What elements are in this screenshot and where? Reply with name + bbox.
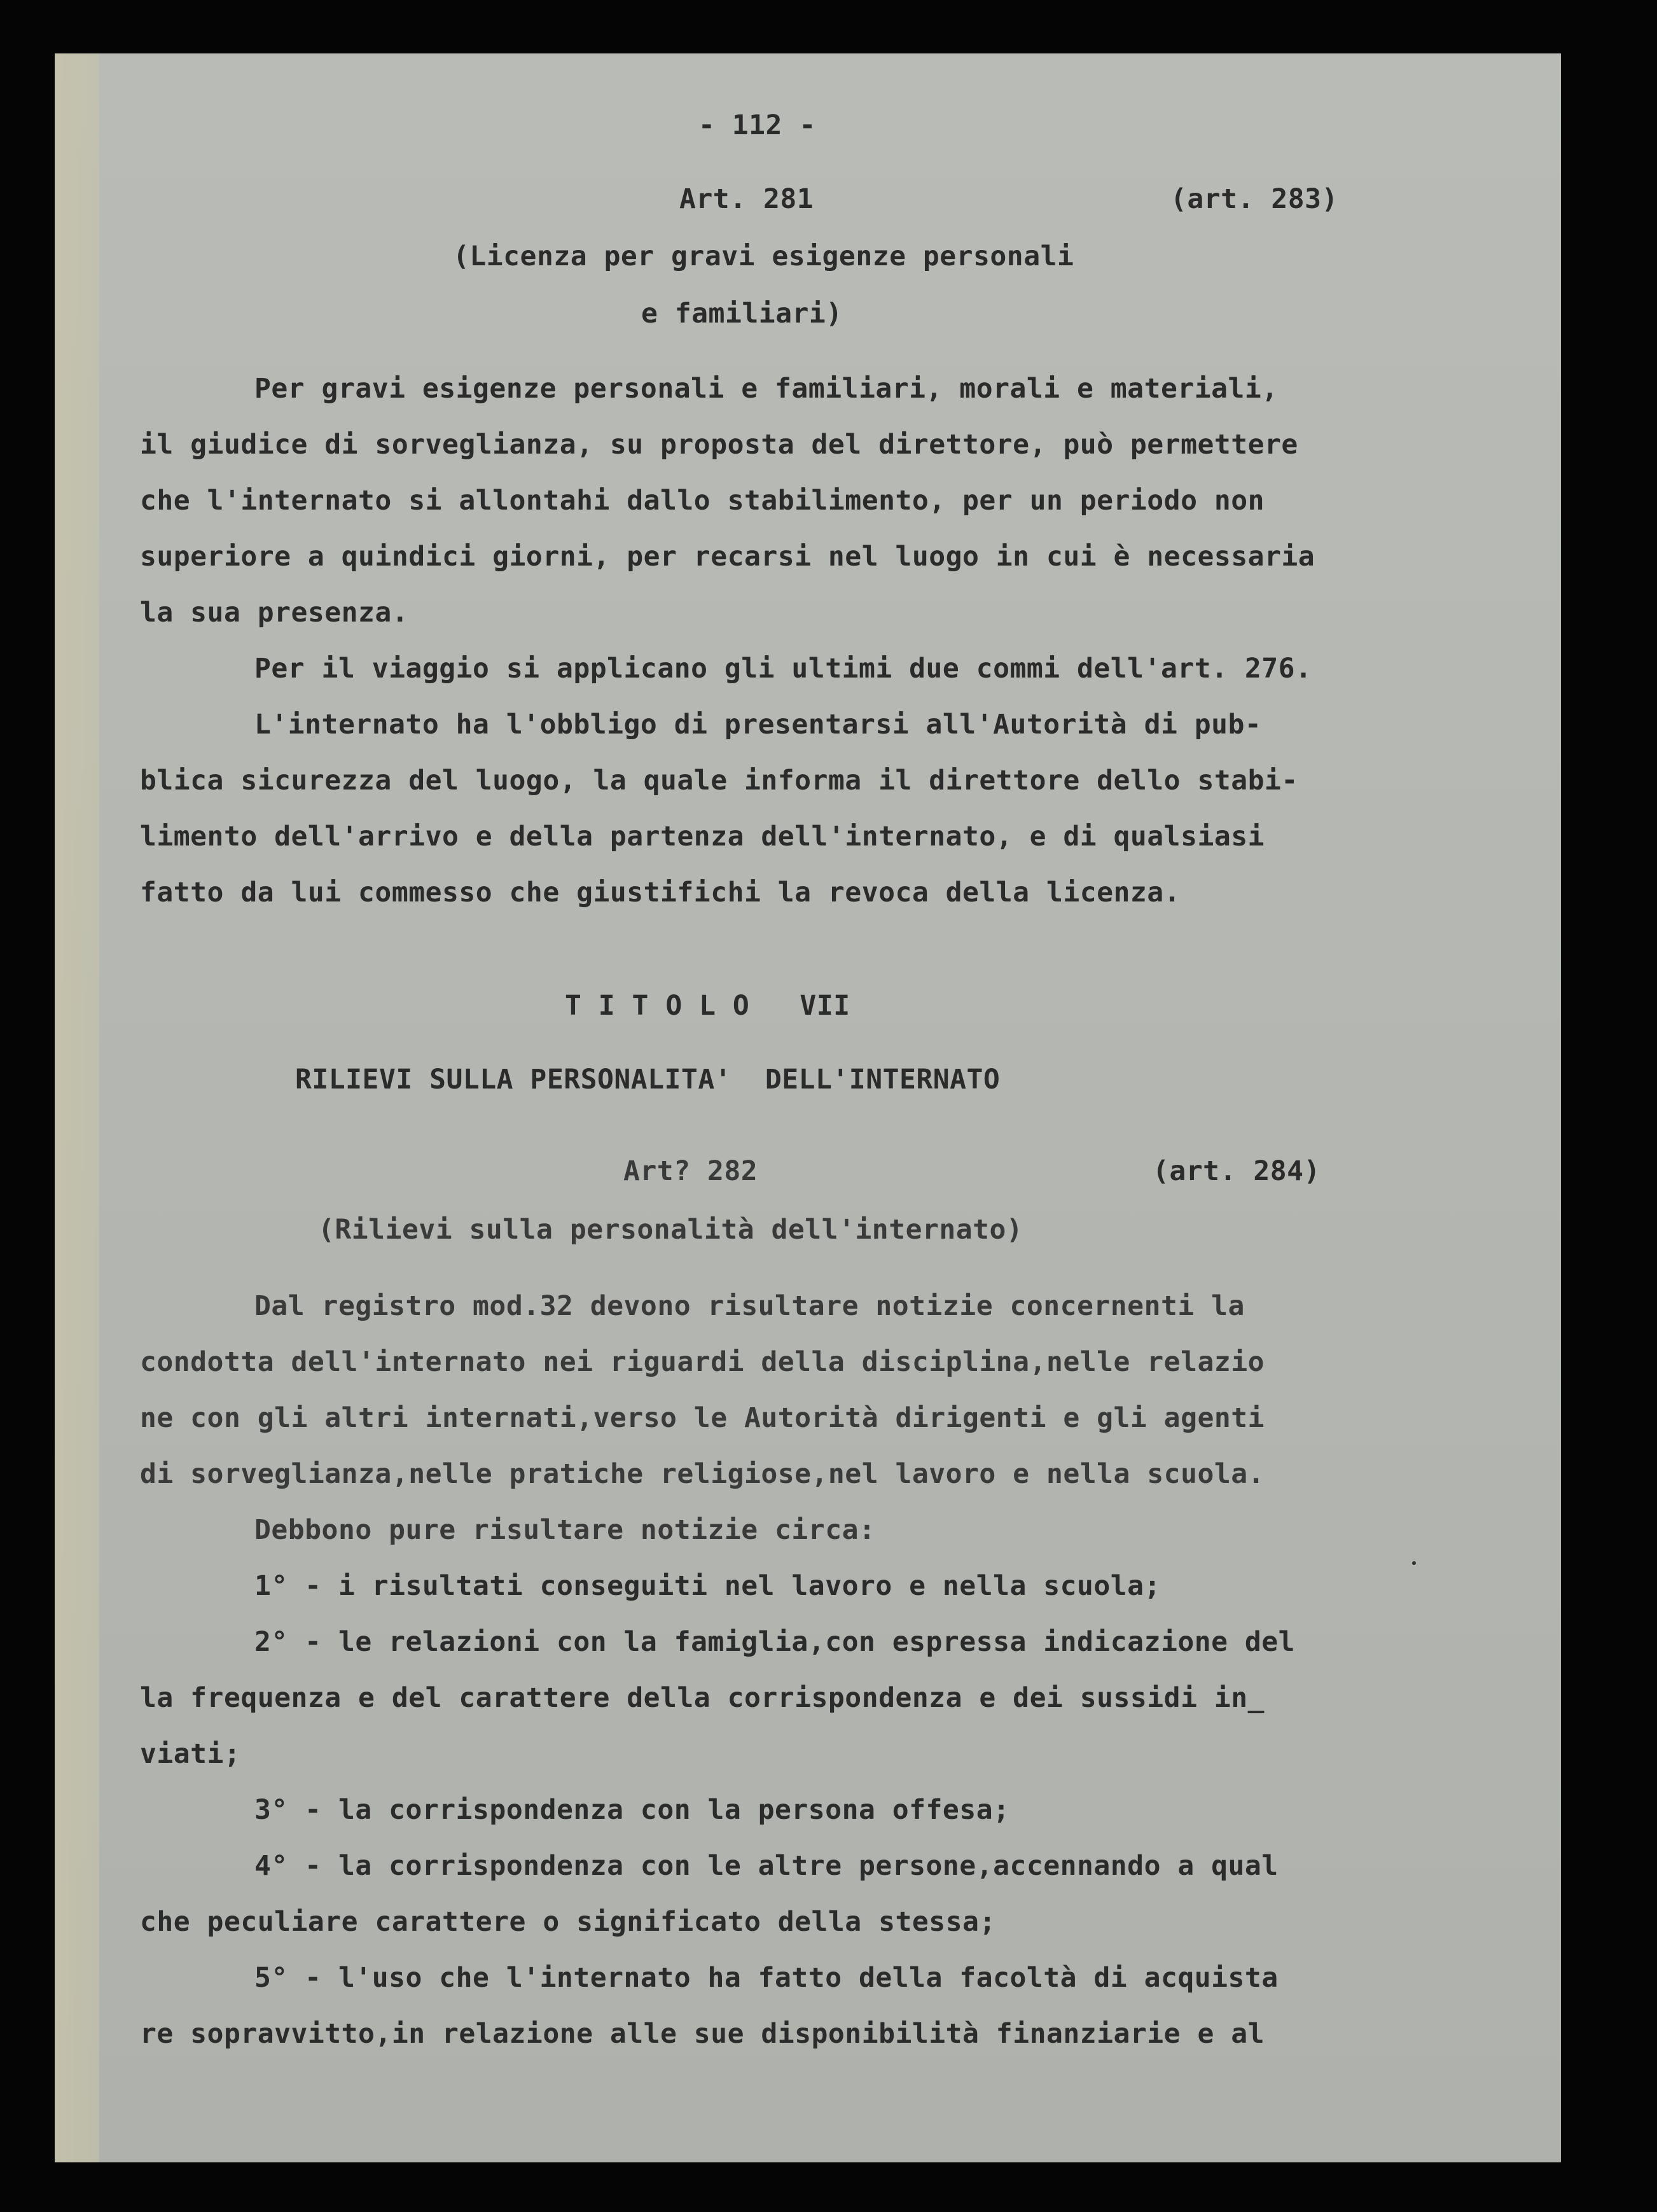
art-281-heading: Art. 281 (679, 183, 814, 215)
art-282-item-4-line2: che peculiare carattere o significato della stessa; (140, 1906, 996, 1938)
art-282-item-5-line1: 5° - l'uso che l'internato ha fatto della facoltà di acquista (254, 1962, 1279, 1994)
art-281-para1-line4: superiore a quindici giorni, per recarsi nel luogo in cui è necessaria (140, 541, 1315, 573)
art-282-item-4-line1: 4° - la corrispondenza con le altre persone,accennando a qual (254, 1850, 1279, 1882)
typewritten-page (55, 53, 1561, 2162)
art-281-para3-line4: fatto da lui commesso che giustifichi la revoca della licenza. (140, 877, 1181, 908)
art-282-title: (Rilievi sulla personalità dell'internato) (318, 1214, 1023, 1246)
art-282-para1-line4: di sorveglianza,nelle pratiche religiose,nel lavoro e nella scuola. (140, 1458, 1265, 1490)
titolo-subheading: RILIEVI SULLA PERSONALITA' DELL'INTERNATO (295, 1064, 1001, 1096)
art-282-item-1: 1° - i risultati conseguiti nel lavoro e nella scuola; (254, 1570, 1161, 1602)
art-281-ref: (art. 283) (1170, 183, 1338, 215)
art-282-item-2-line3: viati; (140, 1738, 241, 1770)
art-281-para1-line3: che l'internato si allontahi dallo stabilimento, per un periodo non (140, 485, 1265, 517)
art-282-para1-line3: ne con gli altri internati,verso le Autorità dirigenti e gli agenti (140, 1402, 1265, 1434)
art-281-para1-line5: la sua presenza. (140, 597, 409, 629)
art-281-para3-line1: L'internato ha l'obbligo di presentarsi all'Autorità di pub- (254, 709, 1262, 741)
art-282-para1-line2: condotta dell'internato nei riguardi della disciplina,nelle relazio (140, 1346, 1265, 1378)
art-281-para1-line1: Per gravi esigenze personali e familiari, morali e materiali, (254, 373, 1279, 405)
page-number: - 112 - (698, 109, 816, 141)
art-281-para2: Per il viaggio si applicano gli ultimi due commi dell'art. 276. (254, 653, 1312, 685)
titolo-heading: T I T O L O VII (565, 990, 850, 1022)
art-281-para3-line3: limento dell'arrivo e della partenza dell'internato, e di qualsiasi (140, 821, 1265, 852)
art-281-title-line2: e familiari) (641, 298, 843, 330)
paper-left-edge (55, 53, 99, 2162)
ink-speck (1412, 1561, 1416, 1565)
art-282-item-2-line2: la frequenza e del carattere della corrispondenza e dei sussidi in_ (140, 1682, 1265, 1714)
art-282-ref: (art. 284) (1153, 1155, 1321, 1187)
art-282-para1-line1: Dal registro mod.32 devono risultare notizie concernenti la (254, 1290, 1245, 1322)
art-282-item-3: 3° - la corrispondenza con la persona offesa; (254, 1794, 1010, 1826)
art-282-para2: Debbono pure risultare notizie circa: (254, 1514, 876, 1546)
art-282-item-2-line1: 2° - le relazioni con la famiglia,con espressa indicazione del (254, 1626, 1296, 1658)
art-282-heading: Art? 282 (623, 1155, 758, 1187)
art-281-para3-line2: blica sicurezza del luogo, la quale informa il direttore dello stabi- (140, 765, 1298, 796)
art-281-para1-line2: il giudice di sorveglianza, su proposta del direttore, può permettere (140, 429, 1298, 461)
art-281-title-line1: (Licenza per gravi esigenze personali (453, 240, 1074, 272)
art-282-item-5-line2: re sopravvitto,in relazione alle sue disponibilità finanziarie e al (140, 2018, 1265, 2050)
